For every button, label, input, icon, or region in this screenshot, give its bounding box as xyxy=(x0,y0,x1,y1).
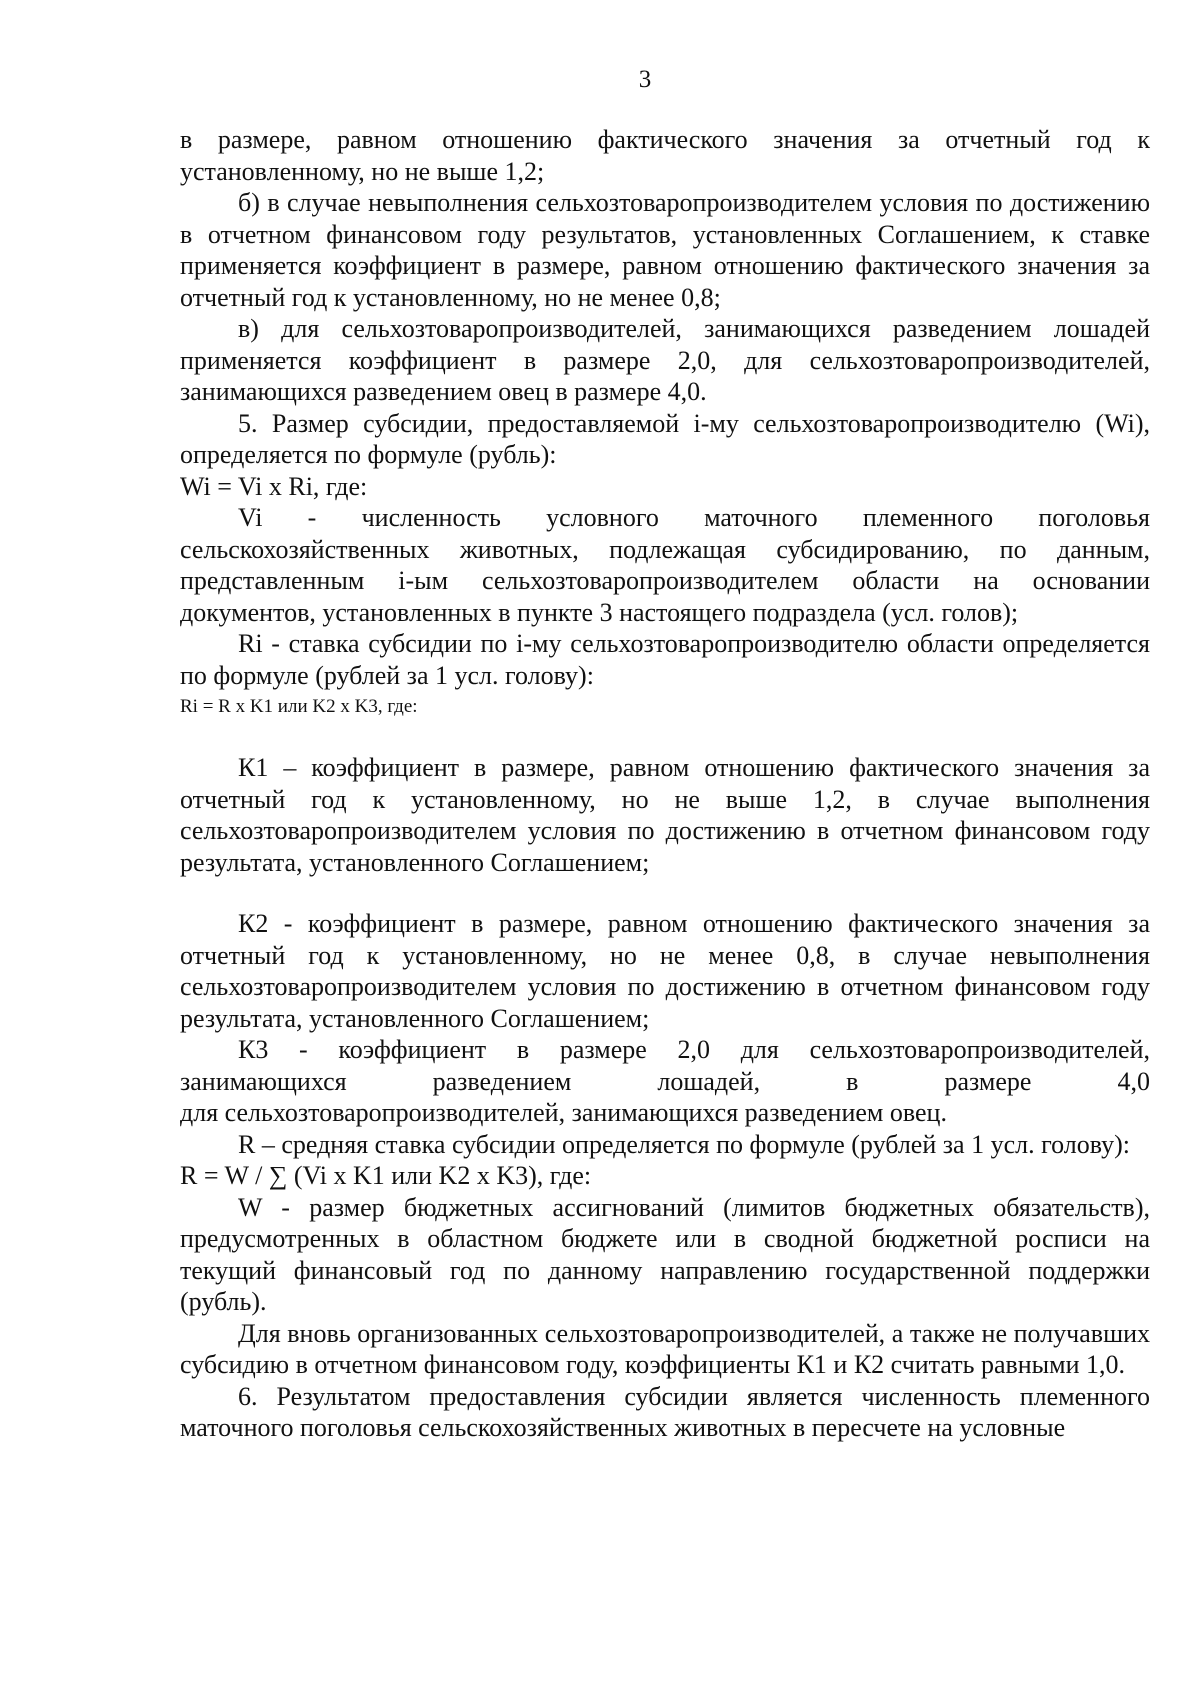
paragraph-section-6: 6. Результатом предоставления субсидии является численность племенного маточного поголовья сельскохозяйственных животных в пересчете на условные xyxy=(180,1381,1150,1442)
definition-r: R – средняя ставка субсидии определяется по формуле (рублей за 1 усл. голову): xyxy=(238,1129,1130,1159)
definition-k3-continuation: для сельхозтоваропроизводителей, занимающихся разведением овец. xyxy=(180,1098,947,1127)
definition-w: W - размер бюджетных ассигнований (лимитов бюджетных обязательств), предусмотренных в областном бюджете или в сводной бюджетной росписи на текущий финансовый год по данному направлению государственной поддержки (рубль). xyxy=(180,1192,1150,1316)
paragraph-continuation: в размере, равном отношению фактического значения за отчетный год к установленному, но не выше 1,2; xyxy=(180,125,1150,186)
page-number: 3 xyxy=(638,66,652,93)
paragraph-item-b: б) в случае невыполнения сельхозтоваропроизводителем условия по достижению в отчетном финансовом году результатов, установленных Соглашением, к ставке применяется коэффициент в размере, равном отношению фактического значения за отчетный год к установленному, но не менее 0,8; xyxy=(180,188,1150,312)
formula-wi: Wi = Vi x Ri, где: xyxy=(180,471,368,501)
paragraph-item-v: в) для сельхозтоваропроизводителей, занимающихся разведением лошадей применяется коэффициент в размере 2,0, для сельхозтоваропроизводителей, занимающихся разведением овец в размере 4,0. xyxy=(180,314,1150,406)
paragraph-new-producers: Для вновь организованных сельхозтоваропроизводителей, а также не получавших субсидию в отчетном финансовом году, коэффициенты К1 и К2 считать равными 1,0. xyxy=(180,1318,1150,1379)
document-body xyxy=(180,124,1150,1444)
paragraph-section-5: 5. Размер субсидии, предоставляемой i-му сельхозтоваропроизводителю (Wi), определяется по формуле (рубль): xyxy=(180,408,1150,469)
definition-k1: К1 – коэффициент в размере, равном отношению фактического значения за отчетный год к установленному, но не выше 1,2, в случае выполнения сельхозтоваропроизводителем условия по достижению в отчетном финансовом году результата, установленного Соглашением; xyxy=(180,753,1150,877)
definition-ri: Ri - ставка субсидии по i-му сельхозтоваропроизводителю области определяется по формуле (рублей за 1 усл. голову): xyxy=(180,629,1150,690)
definition-vi: Vi - численность условного маточного племенного поголовья сельскохозяйственных животных, подлежащая субсидированию, по данным, представленным i-ым сельхозтоваропроизводителем области на основании документов, установленных в пункте 3 настоящего подраздела (усл. голов); xyxy=(180,503,1150,627)
formula-ri: Ri = R x K1 или K2 x K3, где: xyxy=(180,696,418,717)
formula-r: R = W / ∑ (Vi x K1 или K2 x K3), где: xyxy=(180,1161,592,1190)
definition-k2: К2 - коэффициент в размере, равном отношению фактического значения за отчетный год к установленному, но не менее 0,8, в случае невыполнения сельхозтоваропроизводителем условия по достижению в отчетном финансовом году результата, установленного Соглашением; xyxy=(180,909,1150,1033)
definition-k3: К3 - коэффициент в размере 2,0 для сельхозтоваропроизводителей, занимающихся разведением лошадей, в размере 4,0 xyxy=(180,1035,1150,1096)
